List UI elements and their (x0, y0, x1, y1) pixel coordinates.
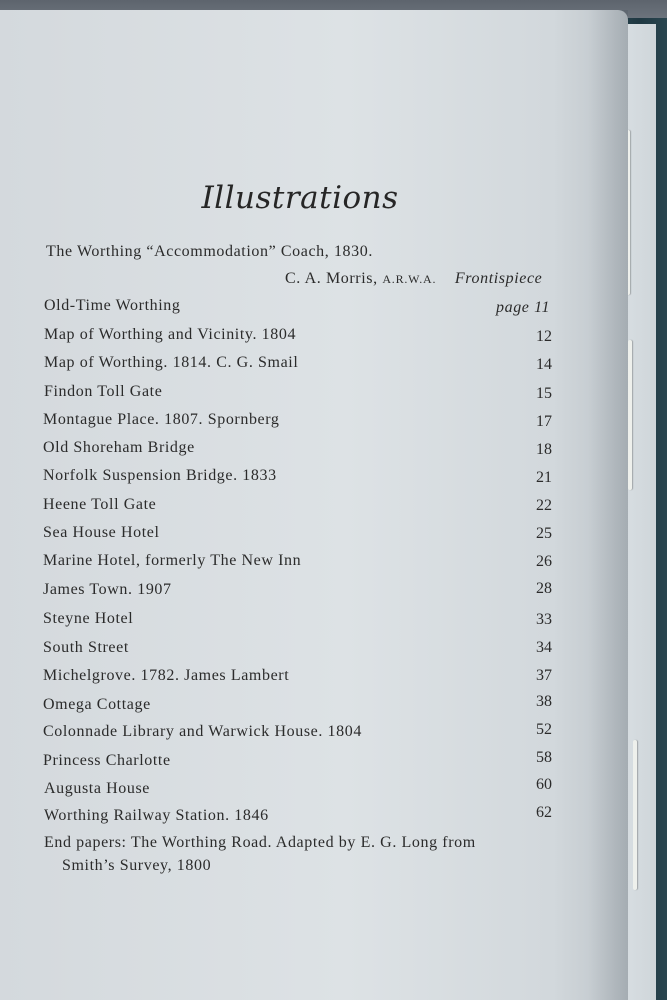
list-item-page: 26 (536, 553, 552, 570)
list-item-page: 18 (536, 441, 552, 458)
list-item-title: Norfolk Suspension Bridge. 1833 (43, 467, 277, 484)
list-item-title: South Street (43, 639, 129, 656)
list-item-title: Marine Hotel, formerly The New Inn (43, 552, 302, 569)
list-item-page: 17 (536, 413, 552, 430)
list-item-page: 33 (536, 611, 552, 628)
list-item-title: Michelgrove. 1782. James Lambert (43, 667, 290, 684)
list-item-title: Map of Worthing. 1814. C. G. Smail (44, 354, 299, 371)
list-item-page: 62 (536, 804, 552, 821)
frontispiece-artist: C. A. Morris, (285, 270, 378, 287)
list-item-title: Montague Place. 1807. Spornberg (43, 411, 280, 428)
list-item-page: 34 (536, 639, 552, 656)
frontispiece-label: Frontispiece (454, 270, 543, 287)
list-item-title: Findon Toll Gate (44, 383, 163, 400)
list-item-page: 15 (536, 385, 552, 402)
list-item-page: page 11 (496, 299, 551, 316)
list-item-title: James Town. 1907 (43, 581, 172, 598)
list-item-page: 22 (536, 497, 552, 514)
list-item-title: Old-Time Worthing (44, 297, 181, 314)
list-item-title: Map of Worthing and Vicinity. 1804 (44, 326, 297, 343)
list-item-title: Princess Charlotte (43, 752, 171, 769)
list-item-title: Steyne Hotel (43, 610, 134, 627)
list-item-page: 28 (536, 580, 552, 597)
illustrations-list (0, 10, 628, 1000)
list-item-title: The Worthing “Accommodation” Coach, 1830. (46, 243, 373, 260)
list-item-page: 12 (536, 328, 552, 345)
book-page (0, 10, 628, 1000)
binding-stitch (633, 740, 637, 890)
list-item-page: 37 (536, 667, 552, 684)
list-item-title: Old Shoreham Bridge (43, 439, 195, 456)
list-item-page: 38 (536, 693, 552, 710)
list-item-title: Worthing Railway Station. 1846 (44, 807, 269, 824)
list-item-page: 58 (536, 749, 552, 766)
end-papers-line-2: Smith’s Survey, 1800 (62, 857, 212, 874)
list-item-page: 21 (536, 469, 552, 486)
list-item-title: Heene Toll Gate (43, 496, 157, 513)
binding-stitch (628, 340, 632, 490)
list-item-page: 25 (536, 525, 552, 542)
end-papers-line-1: End papers: The Worthing Road. Adapted by E. G. Long from (44, 834, 476, 851)
list-item-title: Colonnade Library and Warwick House. 1804 (43, 723, 362, 740)
list-item-title: Augusta House (44, 780, 151, 797)
list-item-title: Omega Cottage (43, 696, 151, 713)
list-item-page: 14 (536, 356, 552, 373)
list-item-title: Sea House Hotel (43, 524, 160, 541)
list-item-page: 60 (536, 776, 552, 793)
list-item-page: 52 (536, 721, 552, 738)
frontispiece-credit (285, 270, 542, 288)
frontispiece-honours: A.R.W.A. (382, 272, 437, 286)
page-title: Illustrations (201, 180, 399, 216)
